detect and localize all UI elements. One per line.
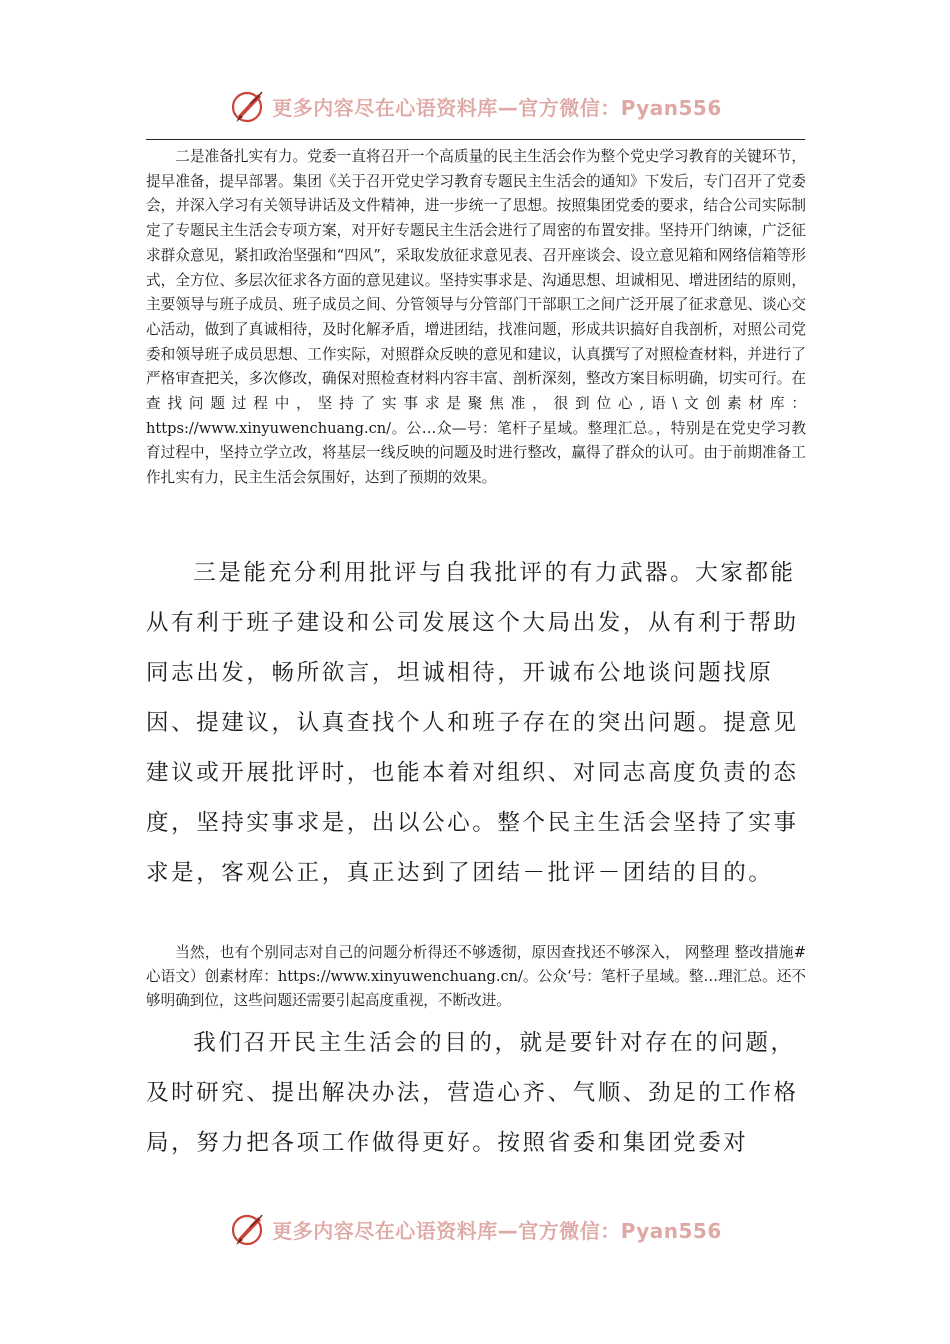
paragraph-purpose: 我们召开民主生活会的目的，就是要针对存在的问题，及时研究、提出解决办法，营造心齐、气顺、劲足的工作格局，努力把各项工作做得更好。按照省委和集团党委对 (146, 1030, 799, 1156)
paragraph-criticism: 三是能充分利用批评与自我批评的有力武器。大家都能从有利于班子建设和公司发展这个大局出发，从有利于帮助同志出发，畅所欲言，坦诚相待，开诚布公地谈问题找原因、提建议，认真查找个人和班子存在的突出问题。提意见建议或开展批评时，也能本着对组织、对同志高度负责的态度，坚持实事求是，出以公心。整个民主生活会坚持了实事求是，客观公正，真正达到了团结－批评－团结的目的。 (146, 560, 799, 886)
paragraph-preparation: 二是准备扎实有力。党委一直将召开一个高质量的民主生活会作为整个党史学习教育的关键环节，提早准备，提早部署。集团《关于召开党史学习教育专题民主生活会的通知》下发后，专门召开了党委会，并深入学习有关领导讲话及文件精神，进一步统一了思想。按照集团党委的要求，结合公司实际制定了专题民主生活会专项方案，对开好专题民主生活会进行了周密的布置安排。坚持开门纳谏，广泛征求群众意见，紧扣政治坚强和“四风”，采取发放征求意见表、召开座谈会、设立意见箱和网络信箱等形式，全方位、多层次征求各方面的意见建议。坚持实事求是、沟通思想、坦诚相见、增进团结的原则，主要领导与班子成员、班子成员之间、分管领导与分管部门干部职工之间广泛开展了征求意见、谈心交心活动，做到了真诚相待，及时化解矛盾，增进团结，找准问题，形成共识搞好自我剖析，对照公司党委和领导班子成员思想、工作实际，对照群众反映的意见和建议，认真撰写了对照检查材料，并进行了严格审查把关，多次修改，确保对照检查材料内容丰富、剖析深刻，整改方案目标明确，切实可行。在查找问题过程中，坚持了实事求是聚焦准，很到位心,语\文创素材库：https://www.xinyuwenchuang.cn/。公…众—号：笔杆子星域。整理汇总。，特别是在党史学习教育过程中，坚持立学立改，将基层一线反映的问题及时进行整改，赢得了群众的认可。由于前期准备工作扎实有力，民主生活会氛围好，达到了预期的效果。 (146, 148, 806, 487)
quill-logo-icon (228, 86, 268, 126)
header-banner (0, 82, 950, 130)
footer-banner (0, 1205, 950, 1253)
quill-logo-icon (228, 1209, 268, 1249)
banner-text: 更多内容尽在心语资料库—官方微信：Pyan556 (272, 95, 722, 120)
paragraph-shortcomings: 当然，也有个别同志对自己的问题分析得还不够透彻，原因查找还不够深入， 网整理 整改措施#心语文）创素材库：https://www.xinyuwenchuang.cn/。公众‘号：笔杆子星域。整…理汇总。还不够明确到位，这些问题还需要引起高度重视，不断改进。 (146, 944, 806, 1009)
banner-text: 更多内容尽在心语资料库—官方微信：Pyan556 (272, 1218, 722, 1243)
header-divider (146, 139, 805, 140)
